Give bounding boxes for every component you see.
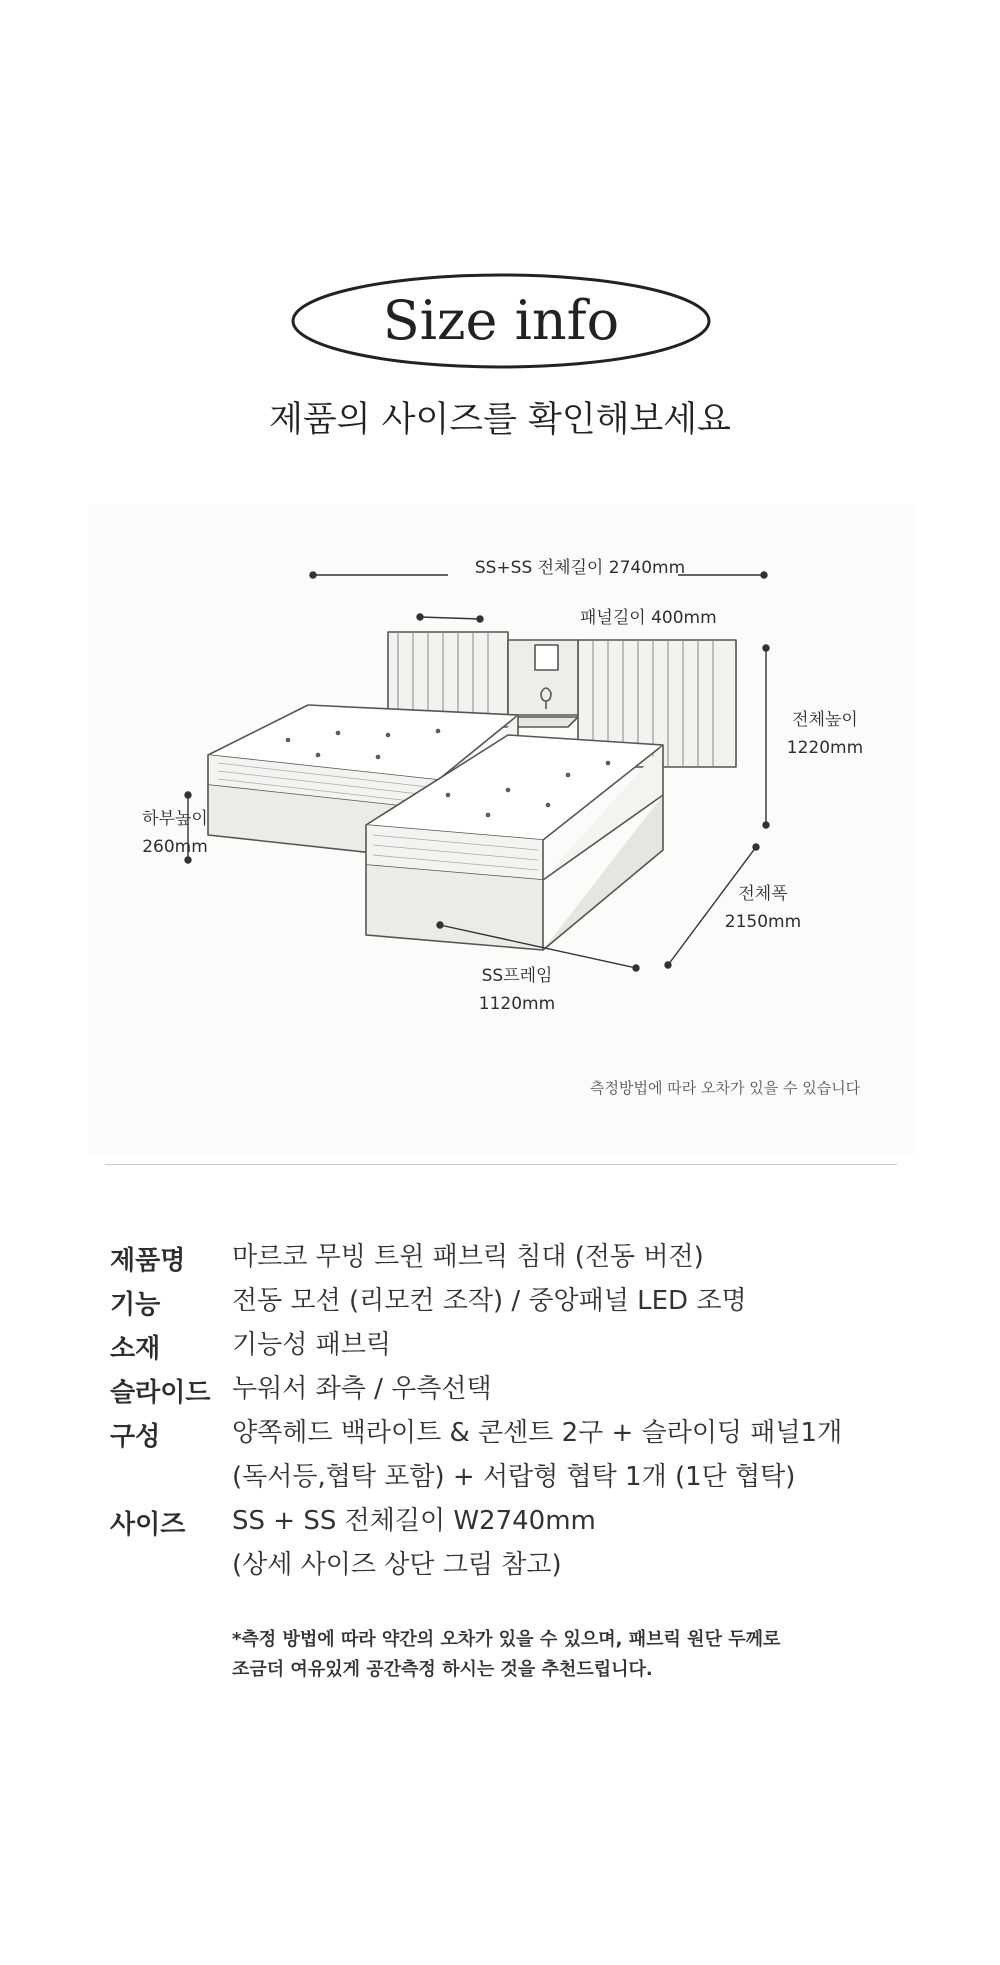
page-subtitle: 제품의 사이즈를 확인해보세요	[269, 400, 731, 440]
spec-value-material: 기능성 패브릭	[232, 1330, 391, 1360]
section-divider	[105, 1164, 897, 1165]
page-title: Size info	[382, 289, 620, 352]
total-height-label: 전체높이	[792, 710, 858, 730]
spec-value-composition-line2: (독서등,협탁 포함) + 서랍형 협탁 1개 (1단 협탁)	[232, 1462, 796, 1492]
spec-value-size-line2: (상세 사이즈 상단 그림 참고)	[232, 1550, 562, 1580]
spec-label-size: 사이즈	[110, 1510, 186, 1540]
footnote-line2: 조금더 여유있게 공간측정 하시는 것을 추천드립니다.	[232, 1659, 653, 1680]
spec-value-composition-line1: 양쪽헤드 백라이트 & 콘센트 2구 + 슬라이딩 패널1개	[232, 1418, 843, 1448]
spec-label-material: 소재	[110, 1334, 161, 1364]
spec-value-product-name: 마르코 무빙 트윈 패브릭 침대 (전동 버전)	[232, 1242, 704, 1272]
footnote-line1: *측정 방법에 따라 약간의 오차가 있을 수 있으며, 패브릭 원단 두께로	[232, 1629, 781, 1650]
frame-value: 1120mm	[478, 994, 556, 1014]
panel-length-label: 패널길이 400mm	[580, 608, 717, 628]
lower-height-label: 하부높이	[142, 809, 208, 829]
frame-label: SS프레임	[481, 966, 553, 986]
spec-value-function: 전동 모션 (리모컨 조작) / 중앙패널 LED 조명	[232, 1286, 747, 1316]
spec-value-slide: 누워서 좌측 / 우측선택	[232, 1374, 492, 1404]
total-width-label: 전체폭	[738, 884, 788, 904]
spec-label-composition: 구성	[110, 1422, 161, 1452]
total-height-dimension	[763, 645, 769, 828]
total-height-value: 1220mm	[786, 738, 864, 758]
measure-note: 측정방법에 따라 오차가 있을 수 있습니다	[590, 1079, 861, 1097]
spec-label-product-name: 제품명	[110, 1246, 186, 1276]
spec-label-function: 기능	[110, 1290, 161, 1320]
panel-length-dimension	[417, 614, 483, 622]
spec-label-slide: 슬라이드	[110, 1378, 211, 1408]
lower-height-value: 260mm	[142, 837, 208, 857]
left-headboard	[388, 632, 508, 720]
total-length-label: SS+SS 전체길이 2740mm	[474, 558, 686, 578]
spec-value-size-line1: SS + SS 전체길이 W2740mm	[232, 1506, 596, 1536]
total-width-value: 2150mm	[724, 912, 802, 932]
